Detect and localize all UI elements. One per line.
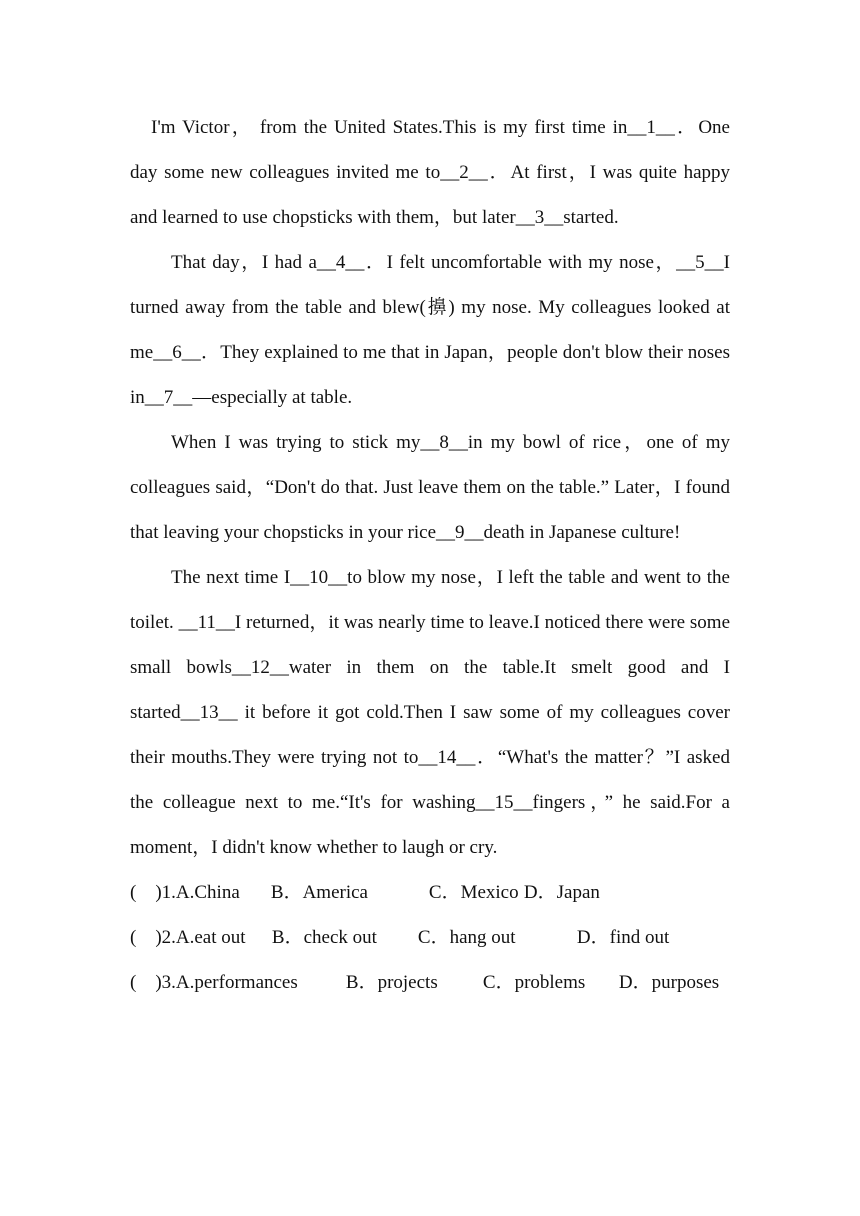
question-2-option-a: A.eat out [175, 927, 246, 948]
paragraph-1: I'm Victor， from the United States.This is my first time in__1__．One day some new colleagues invited me to__2__．At first，I was quite happy and learned to use chopsticks with them，but later__3__started. [130, 117, 730, 228]
question-1-option-c: C．Mexico [428, 882, 519, 903]
question-3-option-d: D．purposes [618, 972, 720, 993]
paragraph-3: When I was trying to stick my__8__in my bowl of rice，one of my colleagues said，“Don't do that. Just leave them on the table.” Later，I found that leaving your chopsticks in your rice__9__death in Japanese culture! [130, 432, 730, 543]
question-3-option-c: C．problems [482, 972, 586, 993]
question-1-option-b: B．America [270, 882, 368, 903]
question-1-prefix: ( )1. [130, 882, 176, 903]
question-1-option-a: A.China [175, 882, 240, 903]
question-3-option-b: B．projects [345, 972, 438, 993]
question-3-prefix: ( )3. [130, 972, 176, 993]
paragraph-2: That day，I had a__4__．I felt uncomfortable with my nose，__5__I turned away from the table and blew(擤) my nose. My colleagues looked at me__6__．They explained to me that in Japan，people don't blow their noses in__7__—especially at table. [130, 252, 730, 408]
question-3-option-a: A.performances [175, 972, 298, 993]
document-page [130, 105, 730, 1005]
question-3 [130, 960, 730, 1005]
question-2-prefix: ( )2. [130, 927, 176, 948]
question-list [130, 870, 730, 1005]
question-2-option-d: D．find out [576, 927, 670, 948]
question-2-option-b: B．check out [271, 927, 377, 948]
question-2 [130, 915, 730, 960]
paragraph-4: The next time I__10__to blow my nose，I left the table and went to the toilet. __11__I returned，it was nearly time to leave.I noticed there were some small bowls__12__water in them on the table.It smelt good and I started__13__ it before it got cold.Then I saw some of my colleagues cover their mouths.They were trying not to__14__．“What's the matter？”I asked the colleague next to me.“It's for washing__15__fingers，” he said.For a moment，I didn't know whether to laugh or cry. [130, 567, 730, 858]
question-2-option-c: C．hang out [417, 927, 516, 948]
question-1 [130, 870, 730, 915]
question-1-option-d: D．Japan [523, 882, 600, 903]
